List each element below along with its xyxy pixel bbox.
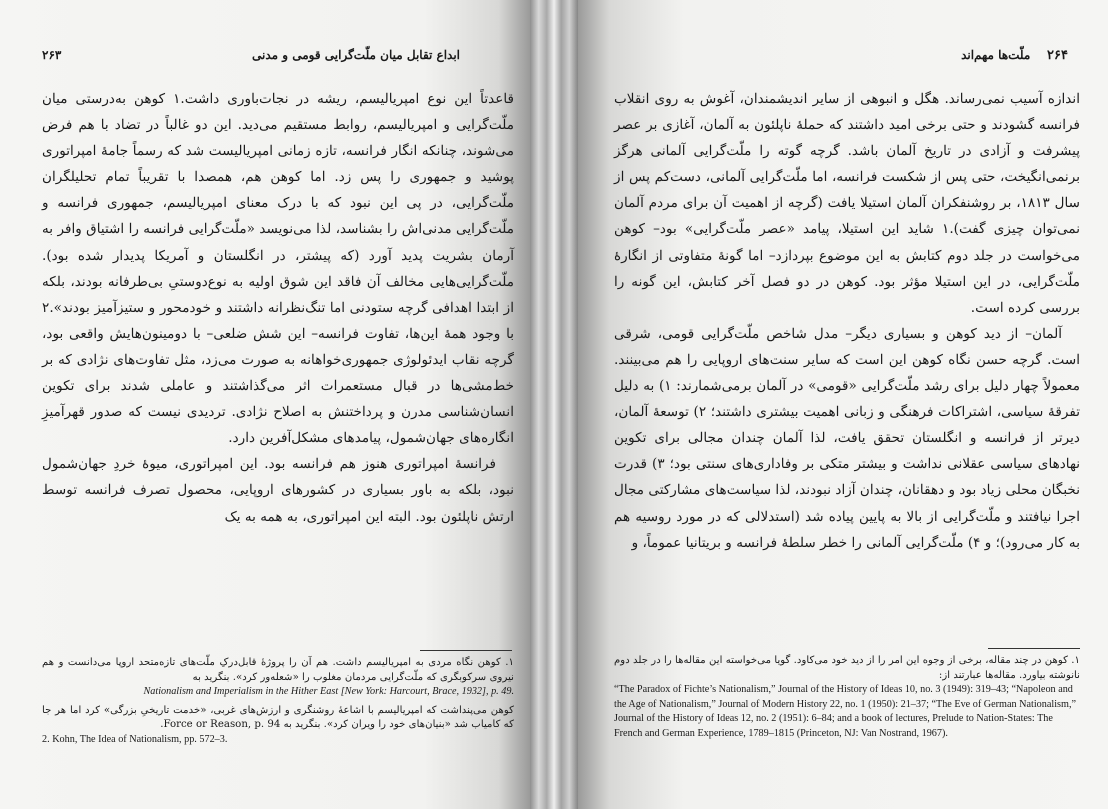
book-gutter: [530, 0, 578, 809]
left-footnotes: [42, 656, 514, 747]
left-header-title: ابداع تقابل میان ملّت‌گرایی قومی و مدنی: [252, 48, 460, 62]
left-running-header: [252, 48, 460, 62]
right-footnote-rule: [988, 648, 1080, 649]
right-body-text: [614, 86, 1080, 556]
left-page-number: ۲۶۳: [42, 48, 62, 62]
left-paragraph-2: فرانسهٔ امپراتوری هنوز هم فرانسه بود. این امپراتوری، میوهٔ خردِ جهان‌شمول نبود، بلکه به باور بسیاری در کشورهای اروپایی، محصول تصرف فرانسه توسط ارتش ناپلئون بود. البته این امپراتوری، به همه به یک: [42, 456, 514, 525]
right-page-number: ۲۶۴: [1047, 48, 1068, 63]
right-header-title: ملّت‌ها مهم‌اند: [961, 48, 1031, 62]
left-footnote-1b-fa: کوهن می‌پنداشت که امپریالیسم با اشاعهٔ روشنگری و ارزش‌های غربی، «خدمت تاریخیِ بزرگی» کرد اما هر جا که کامیاب شد «بنیان‌های خود را ویران کرد». بنگرید به Force or Reason, p. 94.: [42, 704, 514, 730]
left-footnote-rule: [420, 650, 512, 651]
right-paragraph-1: اندازه آسیب نمی‌رساند. هگل و انبوهی از سایر اندیشمندان، آغوش به روی انقلاب فرانسه گشودند و حتی برخی امید داشتند که حملهٔ ناپلئون به آلمان، آغازی بر عصر پیشرفت و آزادی در تاریخ آلمان باشد. گرچه گوته را ملّت‌گرایی آلمانی هرگز برنمی‌انگیخت، حتی پس از شکست فرانسه، اما ملّت‌گرایی آلمانی، دست‌کم پس از سال ۱۸۱۳، بر روشنفکران آلمان استیلا یافت (گرچه از اهمیت آن برای مردم آلمان نمی‌توان چیزی گفت).۱ شاید این استیلا، پیامد «عصر ملّت‌گرایی» بود– کوهن می‌خواست در جلد دوم کتابش به این موضوع بپردازد– اما گونهٔ متفاوتی از انگارهٔ ملّت‌گرایی، در این استیلا مؤثر بود. کوهن در دو فصل آخر کتابش، این گونه را بررسی کرده است.: [614, 91, 1080, 316]
left-page: [0, 0, 530, 809]
left-footnote-2-en: 2. Kohn, The Idea of Nationalism, pp. 572–3.: [42, 733, 228, 745]
right-paragraph-2: آلمان– از دید کوهن و بسیاری دیگر– مدل شاخص ملّت‌گرایی قومی، شرقی است. گرچه حسن نگاه کوهن این است که سایر سنت‌های اروپایی را هم می‌بینند. معمولاً چهار دلیل برای رشد ملّت‌گرایی «قومی» در آلمان برمی‌شمارند: ۱) به دلیل تفرقهٔ سیاسی، اشتراکات فرهنگی و زبانی اهمیت بیشتری داشتند؛ ۲) توسعهٔ آلمان، دیرتر از فرانسه و انگلستان تحقق یافت، لذا آلمان چندان مجالی برای تکوین نهادهای سیاسی عقلانی نداشت و بیشتر متکی بر وفاداری‌های سنتی بود؛ ۳) قدرت نخبگان محلی زیاد بود و دهقانان، چندان آزاد نبودند، لذا سیاست‌های مشارکتی مجال اجرا نیافتند و ملّت‌گرایی از بالا به پایین پیاده شد (استدلالی که در مورد روسیه هم به کار می‌رود)؛ و ۴) ملّت‌گرایی آلمانی را خطر سلطهٔ فرانسه و بریتانیا عموماً، و: [614, 325, 1081, 551]
left-paragraph-1: قاعدتاً این نوع امپریالیسم، ریشه در نجات‌باوری داشت.۱ کوهن به‌درستی میان ملّت‌گرایی و امپریالیسم، روابط مستقیم می‌دید. این دو غالباً در تضاد با هم فرض می‌شوند، چنانکه انگار فرانسه، تازه زمانی امپریالیست شد که رسماً جامهٔ امپراتوری پوشید و جمهوری را پس زد. اما کوهن هم، همصدا با تقریباً تمام تحلیلگران ملّت‌گرایی، در پی این نبود که با درک معنای امپریالیسم، جمهوری فرانسه و ملّت‌گرایی مدنی‌اش را بشناسد، لذا می‌نویسد «ملّت‌گرایی فرانسه را اشتیاق وافر به آرمان بشریت پدید آورد (که پیشتر، در انگلستان و آمریکا پدیدار شده بود). ملّت‌گرایی‌هایی مخالف آن فاقد این شوق اولیه به نوع‌دوستیِ بی‌طرفانه بودند، بلکه از ابتدا اهدافی گرچه ستودنی اما تنگ‌نظرانه داشتند و خودمحور و ستیزآمیز بودند».۲ با وجود همهٔ این‌ها، تفاوت فرانسه– این شش ضلعی– با دومینون‌هایش واقعی بود، گرچه نقاب ایدئولوژی جمهوری‌خواهانه به صورت می‌زد، مثل تفاوت‌های نژادی که بر خط‌مشی‌ها در قبال مستعمرات اثر می‌گذاشتند و عاملی شدند برای تکوین انسان‌شناسی مدرن و پرداختنش به اصلاح نژادی. تردیدی نیست که صدور قهرآمیزِ انگاره‌های جهان‌شمول، پیامدهای مشکل‌آفرین دارد.: [42, 91, 514, 447]
left-footnote-1-fa: ۱. کوهن نگاه مردی به امپریالیسم داشت. هم آن را پروژهٔ قابل‌درکِ ملّت‌های تازه‌متحد اروپا می‌دانست و هم نیروی سرکوبگری که ملّت‌گرایی مردمان مغلوب را «شعلەور کرد». بنگرید به: [42, 657, 514, 683]
left-footnote-1-en: Nationalism and Imperialism in the Hither East [New York: Harcourt, Brace, 1932], p. 49.: [143, 686, 514, 697]
right-footnote-1-fa: ۱. کوهن در چند مقاله، برخی از وجوه این امر را از دید خود می‌کاود. گویا می‌خواسته این مقاله‌ها را در جلد دوم نانوشته بیاورد. مقاله‌ها عبارتند از:: [614, 655, 1080, 681]
right-page: [578, 0, 1108, 809]
right-running-header: [961, 48, 1068, 63]
right-footnote-1-en: “The Paradox of Fichte’s Nationalism,” Journal of the History of Ideas 10, no. 3 (1949): 319–43; “Napoleon and the Age of Nationalism,” Journal of Modern History 22, no. 1 (1950): 21–37; “The Eve of German Nationalism,” Journal of the History of Ideas 12, no. 2 (1951): 6–84; and a book of lectures, Prelude to Nation-States: The French and German Experience, 1789–1815 (Princeton, NJ: Van Nostrand, 1967).: [614, 684, 1077, 739]
left-body-text: [42, 86, 514, 530]
right-footnotes: [614, 654, 1080, 741]
